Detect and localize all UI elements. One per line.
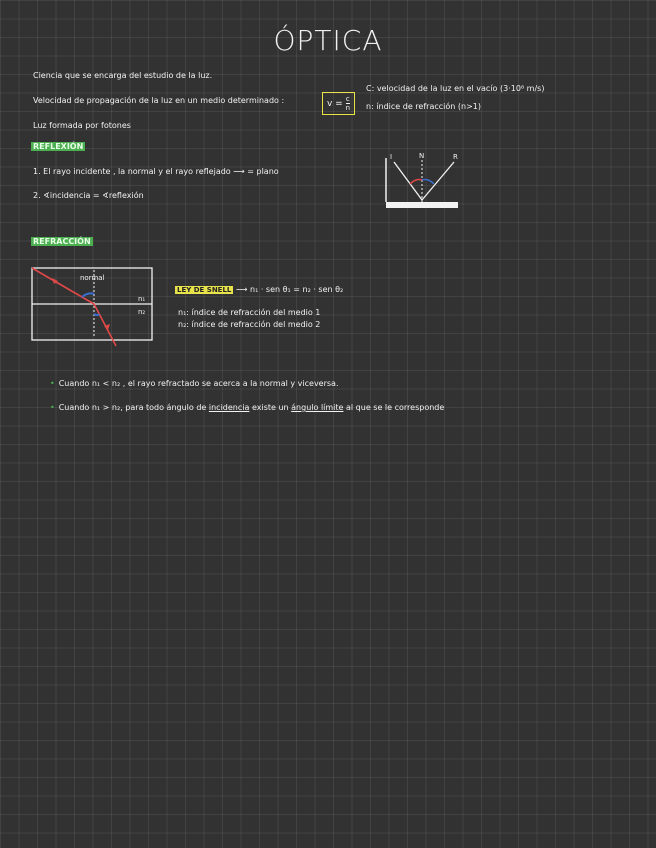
formula-lhs: v =	[327, 99, 343, 109]
theta2-arc	[94, 314, 99, 315]
bullet-1-text: Cuando n₁ < n₂ , el rayo refractado se acerca a la normal y viceversa.	[58, 379, 339, 388]
formula-denominator: n	[345, 104, 351, 112]
velocity-formula	[322, 92, 355, 115]
reflected-ray	[422, 162, 454, 200]
bullet-2-text-a: Cuando n₁ > n₂, para todo ángulo de	[58, 403, 207, 412]
reflexion-item-2: 2. ∢incidencia = ∢reflexión	[33, 191, 144, 200]
bullet-2-marker: •	[50, 403, 55, 412]
diagram-label-r: R	[453, 153, 458, 161]
incident-ray	[394, 162, 422, 200]
incidence-angle-arc	[410, 180, 422, 185]
refraction-diagram	[28, 264, 158, 348]
bullet-2	[50, 403, 444, 412]
diagram-label-n1: n₁	[138, 295, 146, 303]
reflection-surface	[386, 202, 458, 208]
diagram-label-normal: normal	[80, 274, 105, 282]
def-n2: n₂: índice de refracción del medio 2	[178, 320, 321, 329]
refraccion-heading: REFRACCIÓN	[33, 237, 91, 246]
diagram-label-i: I	[390, 153, 393, 161]
reflexion-heading: REFLEXIÓN	[33, 142, 84, 151]
formula-fraction	[346, 95, 350, 112]
snell-label: LEY DE SNELL	[177, 286, 232, 294]
intro-line-3: Luz formada por fotones	[33, 121, 131, 130]
theta1-arc	[82, 293, 94, 297]
intro-line-1: Ciencia que se encarga del estudio de la luz.	[33, 71, 213, 80]
diagram-label-n: N	[419, 152, 425, 160]
page-title: ÓPTICA	[273, 24, 383, 57]
reflection-angle-arc	[422, 180, 434, 185]
reflexion-item-1: 1. El rayo incidente , la normal y el rayo reflejado ⟶ = plano	[33, 167, 279, 176]
bullet-2-underline-1: incidencia	[208, 403, 250, 412]
bullet-2-text-c: al que se le corresponde	[346, 403, 445, 412]
def-n1: n₁: índice de refracción del medio 1	[178, 308, 321, 317]
snell-equation: ⟶ n₁ · sen θ₁ = n₂ · sen θ₂	[236, 285, 344, 294]
reflection-diagram	[380, 148, 470, 214]
intro-line-2: Velocidad de propagación de la luz en un medio determinado :	[33, 96, 285, 105]
bullet-2-text-b: existe un	[251, 403, 289, 412]
note-n: n: índice de refracción (n>1)	[366, 102, 481, 111]
diagram-label-n2: n₂	[138, 308, 146, 316]
bullet-1	[50, 379, 339, 388]
bullet-2-underline-2: ángulo límite	[291, 403, 344, 412]
bullet-1-marker: •	[50, 379, 55, 388]
note-c: C: velocidad de la luz en el vacío (3·10⁸ m/s)	[366, 84, 545, 93]
formula-numerator: c	[345, 95, 350, 103]
